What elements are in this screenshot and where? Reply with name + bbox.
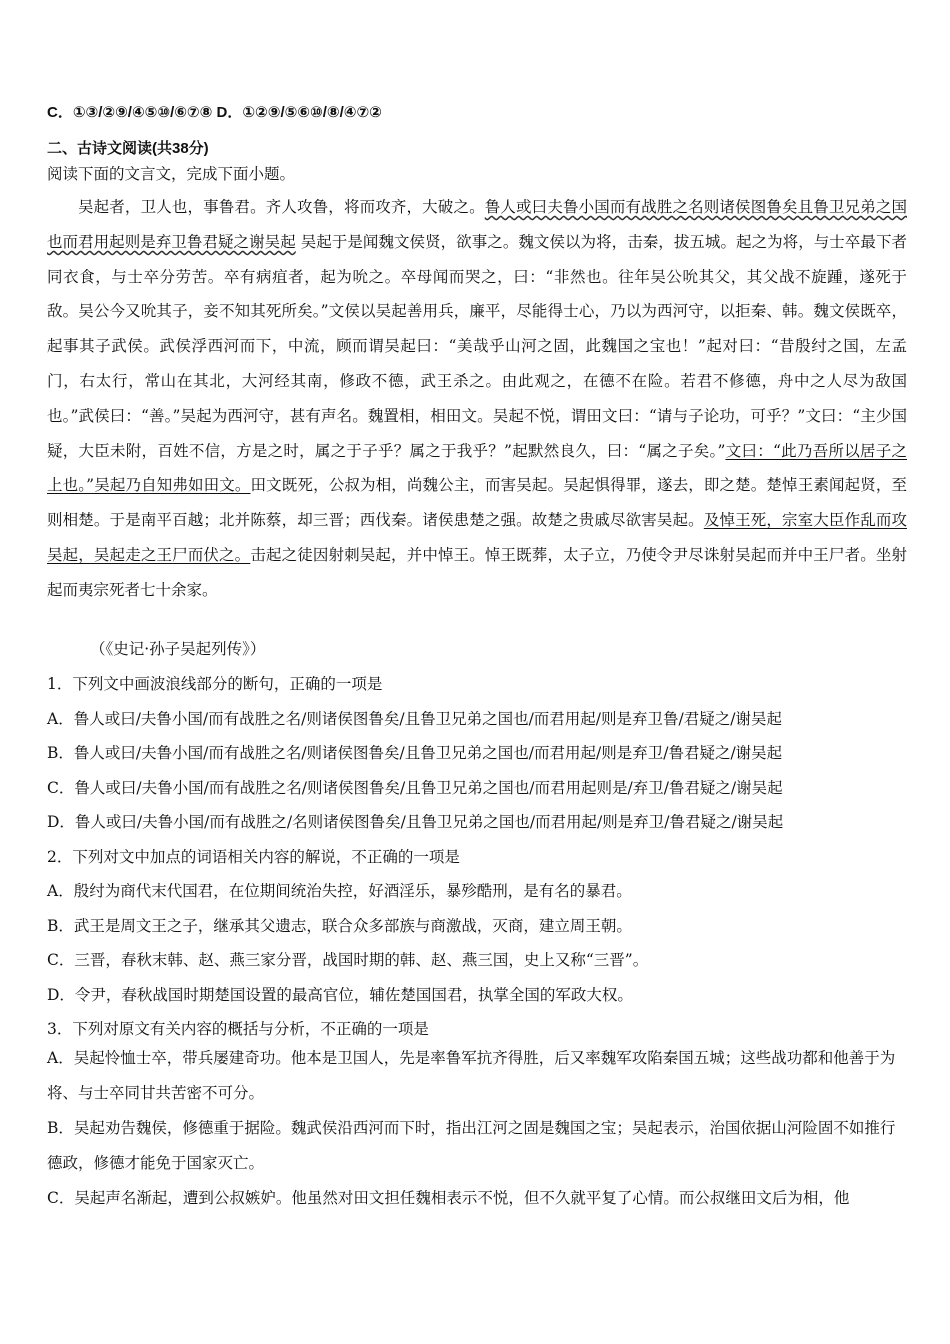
question-1-option-c: C．鲁人或曰/夫鲁小国/而有战胜之名/则诸侯图鲁矣/且鲁卫兄弟之国也/而君用起则是/弃卫/鲁君疑之/谢吴起 — [47, 779, 783, 797]
question-2-option-b: B．武王是周文王之子，继承其父遗志，联合众多部族与商激战，灭商，建立周王朝。 — [47, 917, 632, 935]
section-title: 二、古诗文阅读(共38分) — [47, 140, 209, 157]
underlined-sentence-2: 及悼王死，宗室大臣作乱而攻吴起，吴起走之王尸而伏之。 — [47, 511, 907, 564]
passage-text: 吴起于是闻魏文侯贤，欲事之。魏文侯以为将，击秦，拔五城。起之为将，与士卒最下者同衣食，与士卒分劳苦。卒有病疽者，起为吮之。卒母闻而哭之，曰：“非然也。往年吴公吮其父，其父战不旋踵，遂死于敌。吴公今又吮其子，妾不知其死所矣。”文侯以吴起善用兵，廉平，尽能得士心，乃以为西河守，以拒秦、韩。魏文侯既卒，起事其子武侯。武侯浮西河而下，中流，顾而谓吴起曰：“美哉乎山河之固，此魏国之宝也！”起对曰：“昔殷纣之国，左孟门，右太行，常山在其北，大河经其南，修政不德，武王杀之。由此观之，在德不在险。若君不修德，舟中之人尽为敌国也。”武侯曰：“善。”吴起为西河守，甚有声名。魏置相，相田文。吴起不悦，谓田文曰：“请与子论功，可乎？”文曰：“主少国疑，大臣未附，百姓不信，方是之时，属之于子乎？属之于我乎？”起默然良久，曰：“属之子矣。” — [47, 232, 907, 460]
question-3-option-b: B．吴起劝告魏侯，修德重于据险。魏武侯沿西河而下时，指出江河之固是魏国之宝；吴起表示，治国依据山河险固不如推行德政，修德才能免于国家灭亡。 — [47, 1119, 896, 1172]
passage-text: 击起之徒因射刺吴起，并中悼王。悼王既葬，太子立，乃使令尹尽诛射吴起而并中王尸者。坐射起而夷宗死者七十余家。 — [47, 545, 907, 599]
classical-passage — [47, 190, 907, 608]
previous-answer-options: C．①③/②⑨/④⑤⑩/⑥⑦⑧ D．①②⑨/⑤⑥⑩/⑧/④⑦② — [47, 104, 382, 121]
question-2-option-a: A．殷纣为商代末代国君，在位期间统治失控，好酒淫乐，暴殄酷刑，是有名的暴君。 — [47, 882, 632, 900]
question-1-option-a: A．鲁人或曰/夫鲁小国/而有战胜之名/则诸侯图鲁矣/且鲁卫兄弟之国也/而君用起/则是弃卫鲁/君疑之/谢吴起 — [47, 710, 782, 728]
passage-text: 吴起者，卫人也，事鲁君。齐人攻鲁，将而攻齐，大破之。 — [78, 198, 485, 216]
question-3-option-c: C．吴起声名渐起，遭到公叔嫉妒。他虽然对田文担任魏相表示不悦，但不久就平复了心情。而公叔继田文后为相，他 — [47, 1189, 850, 1207]
question-3-stem: 3．下列对原文有关内容的概括与分析，不正确的一项是 — [47, 1020, 429, 1038]
underlined-sentence-1: 文曰：“此乃吾所以居子之上也。”吴起乃自知弗如田文。 — [47, 441, 907, 495]
question-3-option-a: A．吴起怜恤士卒，带兵屡建奇功。他本是卫国人，先是率鲁军抗齐得胜，后又率魏军攻陷秦国五城；这些战功都和他善于为将、与士卒同甘共苦密不可分。 — [47, 1049, 896, 1102]
question-1-stem: 1．下列文中画波浪线部分的断句，正确的一项是 — [47, 675, 383, 693]
question-2-stem: 2．下列对文中加点的词语相关内容的解说，不正确的一项是 — [47, 848, 460, 866]
source-citation: （《史记·孙子吴起列传》） — [90, 640, 266, 658]
section-instruction: 阅读下面的文言文，完成下面小题。 — [47, 165, 296, 183]
passage-text: 田文既死，公叔为相，尚魏公主，而害吴起。吴起惧得罪，遂去，即之楚。楚悼王素闻起贤，至则相楚。于是南平百越；北并陈蔡，却三晋；西伐秦。诸侯患楚之强。故楚之贵戚尽欲害吴起。 — [47, 476, 907, 530]
question-1-option-d: D．鲁人或曰/夫鲁小国/而有战胜之/名则诸侯图鲁矣/且鲁卫兄弟之国也/而君用起/则是弃卫/鲁君疑之/谢吴起 — [47, 813, 784, 831]
question-2-option-d: D．令尹，春秋战国时期楚国设置的最高官位，辅佐楚国国君，执掌全国的军政大权。 — [47, 986, 633, 1004]
question-1-option-b: B．鲁人或曰/夫鲁小国/而有战胜之名/则诸侯图鲁矣/且鲁卫兄弟之国也/而君用起/则是弃卫/鲁君疑之/谢吴起 — [47, 744, 783, 762]
wavy-underlined-text: 鲁人或曰夫鲁小国而有战胜之名则诸侯图鲁矣且鲁卫兄弟之国也而君用起则是弃卫鲁君疑之谢吴起 — [47, 198, 907, 251]
question-2-option-c: C．三晋，春秋末韩、赵、燕三家分晋，战国时期的韩、赵、燕三国，史上又称“三晋”。 — [47, 951, 649, 969]
